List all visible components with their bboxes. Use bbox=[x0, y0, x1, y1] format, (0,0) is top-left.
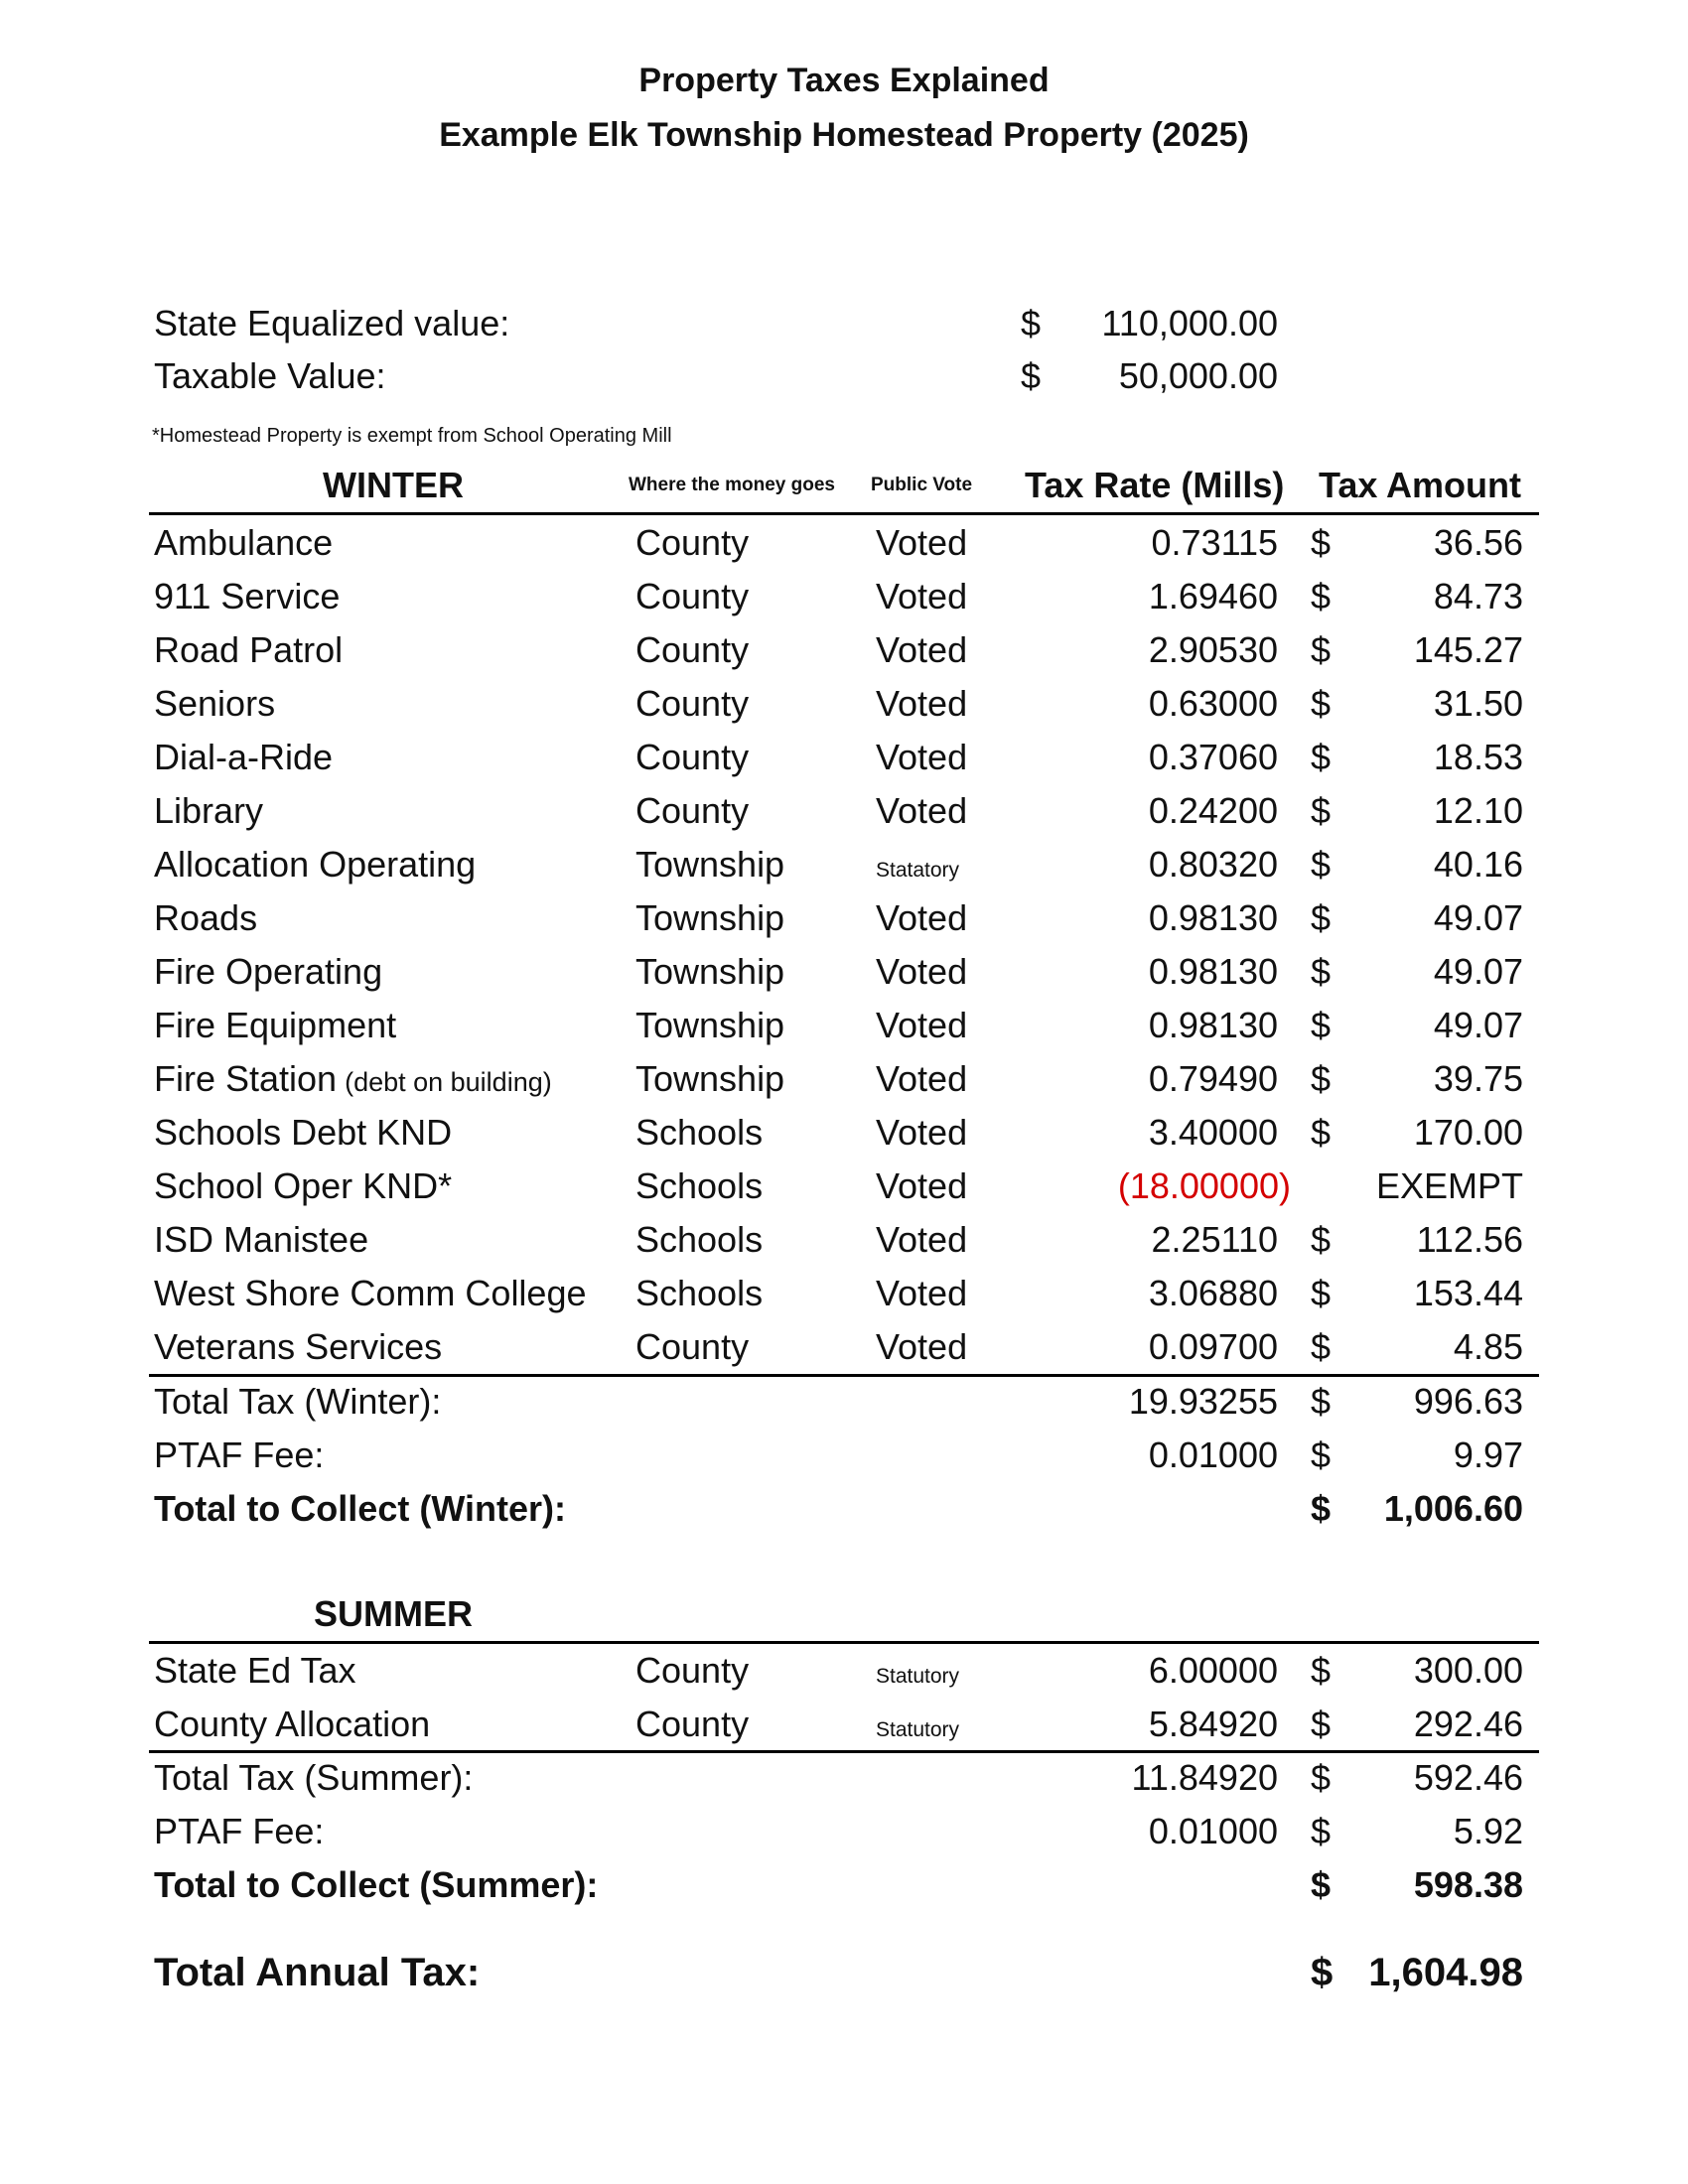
row-amount: 39.75 bbox=[1433, 1058, 1523, 1099]
row-amount: 145.27 bbox=[1413, 629, 1523, 670]
row-dollar: $ bbox=[1311, 683, 1332, 724]
row-name bbox=[154, 677, 275, 731]
row-dollar: $ bbox=[1311, 1112, 1332, 1153]
annual-row bbox=[0, 1941, 1688, 2004]
row-vote: Voted bbox=[876, 576, 968, 616]
row-where: County bbox=[635, 683, 750, 724]
row-rate: 2.90530 bbox=[1148, 629, 1278, 670]
row-dollar: $ bbox=[1311, 1650, 1332, 1691]
summer-collect-label: Total to Collect (Summer): bbox=[154, 1864, 599, 1905]
row-dollar: $ bbox=[1311, 1058, 1332, 1099]
row-dollar: $ bbox=[1311, 790, 1332, 831]
table-row bbox=[0, 999, 1688, 1052]
winter-collect-dollar: $ bbox=[1311, 1488, 1332, 1529]
row-name-text: 911 Service bbox=[154, 576, 341, 616]
row-amount: 292.46 bbox=[1413, 1704, 1523, 1744]
row-name bbox=[154, 891, 257, 945]
row-name-text: Library bbox=[154, 790, 264, 831]
row-rate: 6.00000 bbox=[1148, 1650, 1278, 1691]
row-name-text: Fire Equipment bbox=[154, 1005, 397, 1045]
row-where: County bbox=[635, 1650, 750, 1691]
row-name-text: Veterans Services bbox=[154, 1326, 443, 1367]
row-name-text: Allocation Operating bbox=[154, 844, 477, 885]
row-name bbox=[154, 516, 333, 570]
row-where: Township bbox=[635, 951, 785, 992]
row-name-text: Road Patrol bbox=[154, 629, 344, 670]
where-header: Where the money goes bbox=[629, 475, 835, 495]
table-row bbox=[0, 1213, 1688, 1267]
summer-collect-row bbox=[0, 1858, 1688, 1912]
summer-ptaf-dollar: $ bbox=[1311, 1811, 1332, 1851]
row-where: Schools bbox=[635, 1219, 764, 1260]
winter-header: WINTER bbox=[323, 465, 464, 505]
row-dollar: $ bbox=[1311, 897, 1332, 938]
row-amount: 49.07 bbox=[1433, 951, 1523, 992]
row-name bbox=[154, 1320, 442, 1374]
row-name-text: West Shore Comm College bbox=[154, 1273, 587, 1313]
row-rate: 1.69460 bbox=[1148, 576, 1278, 616]
row-rate: 0.98130 bbox=[1148, 1005, 1278, 1045]
table-row bbox=[0, 1160, 1688, 1213]
row-amount: 49.07 bbox=[1433, 897, 1523, 938]
footnote: *Homestead Property is exempt from School Operating Mill bbox=[152, 425, 672, 447]
row-amount: 12.10 bbox=[1433, 790, 1523, 831]
summer-header: SUMMER bbox=[314, 1593, 473, 1634]
row-rate: 0.80320 bbox=[1148, 844, 1278, 885]
row-vote: Voted bbox=[876, 737, 968, 777]
sev-currency: $ bbox=[1021, 303, 1042, 343]
row-dollar: $ bbox=[1311, 1273, 1332, 1313]
table-row bbox=[0, 1267, 1688, 1320]
row-amount: 18.53 bbox=[1433, 737, 1523, 777]
row-rate: 5.84920 bbox=[1148, 1704, 1278, 1744]
winter-collect-row bbox=[0, 1482, 1688, 1536]
table-row bbox=[0, 731, 1688, 784]
row-name bbox=[154, 1267, 587, 1320]
row-amount: 84.73 bbox=[1433, 576, 1523, 616]
table-row bbox=[0, 1052, 1688, 1106]
row-where: Township bbox=[635, 897, 785, 938]
winter-total-row bbox=[0, 1375, 1688, 1429]
summer-ptaf-label: PTAF Fee: bbox=[154, 1811, 325, 1851]
row-where: County bbox=[635, 522, 750, 563]
row-rate: 0.79490 bbox=[1148, 1058, 1278, 1099]
row-amount: 170.00 bbox=[1413, 1112, 1523, 1153]
winter-total-label: Total Tax (Winter): bbox=[154, 1381, 442, 1422]
row-vote: Voted bbox=[876, 1058, 968, 1099]
row-name-text: Fire Operating bbox=[154, 951, 383, 992]
row-vote: Statutory bbox=[876, 1718, 960, 1741]
winter-header-rule bbox=[149, 512, 1539, 515]
annual-label: Total Annual Tax: bbox=[154, 1951, 481, 1994]
row-where: County bbox=[635, 737, 750, 777]
winter-collect-label: Total to Collect (Winter): bbox=[154, 1488, 566, 1529]
row-dollar: $ bbox=[1311, 522, 1332, 563]
row-name bbox=[154, 1698, 430, 1751]
amount-header: Tax Amount bbox=[1319, 465, 1521, 505]
row-dollar: $ bbox=[1311, 1005, 1332, 1045]
row-dollar: $ bbox=[1311, 576, 1332, 616]
row-dollar: $ bbox=[1311, 1704, 1332, 1744]
table-row bbox=[0, 677, 1688, 731]
table-row bbox=[0, 1644, 1688, 1698]
row-name-text: State Ed Tax bbox=[154, 1650, 356, 1691]
table-row bbox=[0, 1320, 1688, 1374]
winter-ptaf-row bbox=[0, 1429, 1688, 1482]
row-amount: EXEMPT bbox=[1375, 1165, 1523, 1206]
row-rate: 0.37060 bbox=[1148, 737, 1278, 777]
row-where: County bbox=[635, 1326, 750, 1367]
row-rate: 2.25110 bbox=[1151, 1219, 1278, 1260]
row-vote: Voted bbox=[876, 629, 968, 670]
winter-collect-amount: 1,006.60 bbox=[1383, 1488, 1523, 1529]
table-row bbox=[0, 516, 1688, 570]
row-name-text: School Oper KND* bbox=[154, 1165, 453, 1206]
winter-total-rate: 19.93255 bbox=[1128, 1381, 1278, 1422]
rate-header: Tax Rate (Mills) bbox=[1025, 465, 1285, 505]
row-vote: Voted bbox=[876, 683, 968, 724]
row-amount: 300.00 bbox=[1413, 1650, 1523, 1691]
row-vote: Voted bbox=[876, 897, 968, 938]
row-name bbox=[154, 731, 333, 784]
row-vote: Voted bbox=[876, 1273, 968, 1313]
row-name bbox=[154, 784, 263, 838]
row-name-text: Dial-a-Ride bbox=[154, 737, 334, 777]
page-title: Property Taxes Explained bbox=[638, 62, 1050, 99]
row-vote: Voted bbox=[876, 1326, 968, 1367]
row-name-text: Ambulance bbox=[154, 522, 334, 563]
row-name bbox=[154, 1106, 452, 1160]
row-dollar: $ bbox=[1311, 1219, 1332, 1260]
summer-total-rate: 11.84920 bbox=[1131, 1757, 1278, 1798]
row-name bbox=[154, 1160, 452, 1213]
tv-label: Taxable Value: bbox=[154, 355, 386, 396]
winter-ptaf-label: PTAF Fee: bbox=[154, 1434, 325, 1475]
row-amount: 4.85 bbox=[1453, 1326, 1523, 1367]
row-vote: Voted bbox=[876, 951, 968, 992]
row-amount: 112.56 bbox=[1416, 1219, 1523, 1260]
row-where: Schools bbox=[635, 1165, 764, 1206]
row-vote: Voted bbox=[876, 1219, 968, 1260]
row-name-note: (debt on building) bbox=[345, 1067, 552, 1097]
table-row bbox=[0, 945, 1688, 999]
summer-collect-amount: 598.38 bbox=[1413, 1864, 1523, 1905]
winter-ptaf-dollar: $ bbox=[1311, 1434, 1332, 1475]
row-vote: Statutory bbox=[876, 1665, 960, 1688]
row-name-text: Seniors bbox=[154, 683, 276, 724]
summer-ptaf-rate: 0.01000 bbox=[1148, 1811, 1278, 1851]
row-where: County bbox=[635, 1704, 750, 1744]
table-row bbox=[0, 784, 1688, 838]
row-rate: 0.98130 bbox=[1148, 897, 1278, 938]
summer-ptaf-row bbox=[0, 1805, 1688, 1858]
row-name bbox=[154, 999, 396, 1052]
row-where: Township bbox=[635, 1058, 785, 1099]
row-rate: 3.40000 bbox=[1148, 1112, 1278, 1153]
summer-total-dollar: $ bbox=[1311, 1757, 1332, 1798]
row-name bbox=[154, 1644, 355, 1698]
summer-ptaf-amount: 5.92 bbox=[1453, 1811, 1523, 1851]
row-dollar: $ bbox=[1311, 737, 1332, 777]
row-name-text: Schools Debt KND bbox=[154, 1112, 453, 1153]
row-dollar: $ bbox=[1311, 951, 1332, 992]
summer-total-label: Total Tax (Summer): bbox=[154, 1757, 474, 1798]
vote-header: Public Vote bbox=[871, 475, 973, 495]
winter-ptaf-rate: 0.01000 bbox=[1148, 1434, 1278, 1475]
row-rate: (18.00000) bbox=[1117, 1165, 1291, 1206]
annual-dollar: $ bbox=[1311, 1951, 1334, 1994]
sev-amount: 110,000.00 bbox=[1101, 303, 1278, 343]
row-vote: Statatory bbox=[876, 859, 960, 882]
row-name bbox=[154, 1213, 368, 1267]
row-vote: Voted bbox=[876, 1005, 968, 1045]
row-rate: 0.73115 bbox=[1151, 522, 1278, 563]
table-row bbox=[0, 570, 1688, 623]
sev-label: State Equalized value: bbox=[154, 303, 510, 343]
row-name bbox=[154, 838, 476, 891]
row-rate: 0.63000 bbox=[1148, 683, 1278, 724]
annual-amount: 1,604.98 bbox=[1368, 1951, 1523, 1994]
row-name bbox=[154, 1052, 552, 1109]
row-dollar: $ bbox=[1311, 1326, 1332, 1367]
row-rate: 0.24200 bbox=[1148, 790, 1278, 831]
row-name bbox=[154, 623, 343, 677]
table-row bbox=[0, 838, 1688, 891]
tv-amount: 50,000.00 bbox=[1118, 355, 1278, 396]
row-where: County bbox=[635, 629, 750, 670]
row-where: Township bbox=[635, 844, 785, 885]
row-amount: 31.50 bbox=[1433, 683, 1523, 724]
table-row bbox=[0, 1106, 1688, 1160]
row-vote: Voted bbox=[876, 1165, 968, 1206]
row-where: Schools bbox=[635, 1112, 764, 1153]
row-amount: 153.44 bbox=[1413, 1273, 1523, 1313]
row-where: County bbox=[635, 790, 750, 831]
row-dollar: $ bbox=[1311, 844, 1332, 885]
table-row bbox=[0, 1698, 1688, 1751]
summer-total-amount: 592.46 bbox=[1413, 1757, 1523, 1798]
row-vote: Voted bbox=[876, 790, 968, 831]
row-rate: 0.09700 bbox=[1148, 1326, 1278, 1367]
table-row bbox=[0, 891, 1688, 945]
row-amount: 36.56 bbox=[1433, 522, 1523, 563]
table-row bbox=[0, 623, 1688, 677]
row-name bbox=[154, 570, 340, 623]
row-amount: 49.07 bbox=[1433, 1005, 1523, 1045]
row-where: County bbox=[635, 576, 750, 616]
row-name bbox=[154, 945, 382, 999]
row-name-text: Fire Station bbox=[154, 1058, 338, 1099]
winter-ptaf-amount: 9.97 bbox=[1453, 1434, 1523, 1475]
row-name-text: Roads bbox=[154, 897, 258, 938]
winter-total-dollar: $ bbox=[1311, 1381, 1332, 1422]
row-amount: 40.16 bbox=[1433, 844, 1523, 885]
row-name-text: County Allocation bbox=[154, 1704, 431, 1744]
row-name-text: ISD Manistee bbox=[154, 1219, 369, 1260]
tv-currency: $ bbox=[1021, 355, 1042, 396]
row-dollar: $ bbox=[1311, 629, 1332, 670]
row-where: Township bbox=[635, 1005, 785, 1045]
summer-collect-dollar: $ bbox=[1311, 1864, 1332, 1905]
winter-total-amount: 996.63 bbox=[1413, 1381, 1523, 1422]
row-vote: Voted bbox=[876, 1112, 968, 1153]
row-rate: 3.06880 bbox=[1148, 1273, 1278, 1313]
page-subtitle: Example Elk Township Homestead Property (2025) bbox=[439, 116, 1249, 154]
summer-total-row bbox=[0, 1751, 1688, 1805]
row-vote: Voted bbox=[876, 522, 968, 563]
row-rate: 0.98130 bbox=[1148, 951, 1278, 992]
row-where: Schools bbox=[635, 1273, 764, 1313]
